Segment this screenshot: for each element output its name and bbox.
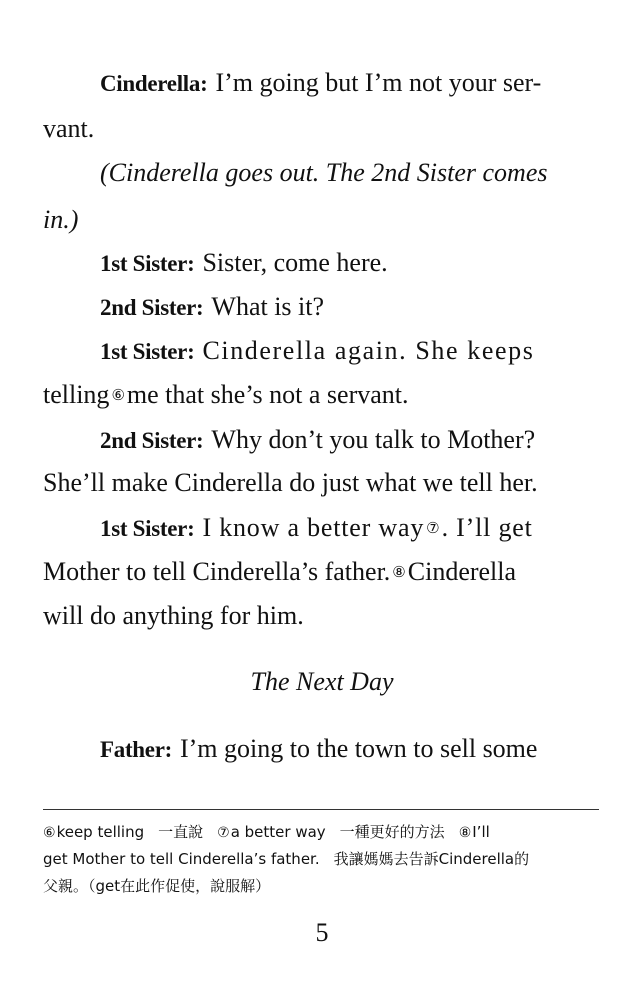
dialogue-line bbox=[43, 601, 598, 631]
line-text: I know a better way bbox=[202, 513, 425, 542]
speaker-label: Father: bbox=[100, 737, 172, 762]
stage-direction bbox=[100, 158, 598, 188]
dialogue-line bbox=[43, 380, 598, 410]
line-text: What is it? bbox=[211, 292, 325, 321]
line-text: Cinderella bbox=[407, 557, 517, 586]
line-text: I’m going to the town to sell some bbox=[179, 734, 538, 763]
line-text: will do anything for him. bbox=[43, 601, 304, 630]
line-text: I’m going but I’m not your ser- bbox=[215, 68, 542, 97]
line-text: Mother to tell Cinderella’s father. bbox=[43, 557, 391, 586]
page-number: 5 bbox=[315, 918, 329, 947]
footnote-translation: 一直說 bbox=[158, 823, 204, 841]
line-text: in.) bbox=[43, 205, 79, 234]
footnote-translation: 一種更好的方法 bbox=[339, 823, 445, 841]
line-text: Why don’t you talk to Mother? bbox=[211, 425, 536, 454]
footnote-translation: 我讓媽媽去告訴Cinderella的 bbox=[333, 850, 530, 868]
speaker-label: 1st Sister: bbox=[100, 516, 195, 541]
speaker-label: 2nd Sister: bbox=[100, 295, 204, 320]
footnote-term: a better way bbox=[230, 823, 326, 841]
scene-heading: The Next Day bbox=[250, 667, 394, 696]
speaker-label: Cinderella: bbox=[100, 71, 208, 96]
stage-direction bbox=[43, 205, 598, 235]
dialogue-line bbox=[43, 114, 598, 144]
line-text: telling bbox=[43, 380, 110, 409]
footnote-divider bbox=[43, 809, 599, 810]
footnote-marker: ⑥ bbox=[111, 386, 125, 404]
dialogue-line bbox=[100, 68, 598, 99]
footnote-line bbox=[43, 876, 599, 896]
footnote-term: I’ll bbox=[472, 823, 490, 841]
dialogue-line bbox=[100, 336, 598, 367]
dialogue-line bbox=[100, 292, 598, 323]
speaker-label: 1st Sister: bbox=[100, 339, 195, 364]
footnote-marker: ⑦ bbox=[217, 825, 230, 841]
dialogue-line bbox=[100, 513, 598, 544]
line-text: vant. bbox=[43, 114, 95, 143]
speaker-label: 2nd Sister: bbox=[100, 428, 204, 453]
footnote-marker: ⑥ bbox=[43, 825, 56, 841]
dialogue-line bbox=[100, 734, 598, 765]
footnote-line bbox=[43, 849, 599, 869]
speaker-label: 1st Sister: bbox=[100, 251, 195, 276]
footnote-translation: 父親。（get在此作促使，說服解） bbox=[43, 877, 271, 895]
line-text: me that she’s not a servant. bbox=[126, 380, 409, 409]
line-text: Sister, come here. bbox=[202, 248, 388, 277]
footnote-line bbox=[43, 822, 599, 843]
footnote-marker: ⑦ bbox=[426, 519, 440, 537]
line-text: (Cinderella goes out. The 2nd Sister comes bbox=[100, 158, 548, 187]
footnote-marker: ⑧ bbox=[458, 825, 472, 841]
footnote-term: keep telling bbox=[56, 823, 145, 841]
line-text: She’ll make Cinderella do just what we tell her. bbox=[43, 468, 538, 497]
dialogue-line bbox=[100, 425, 598, 456]
line-text: Cinderella again. She keeps bbox=[202, 336, 535, 365]
line-text: . I’ll get bbox=[441, 513, 533, 542]
dialogue-line bbox=[100, 248, 598, 279]
footnote-term: get Mother to tell Cinderella’s father. bbox=[43, 850, 320, 868]
dialogue-line bbox=[43, 557, 598, 587]
dialogue-line bbox=[43, 468, 598, 498]
footnote-marker: ⑧ bbox=[392, 563, 406, 581]
